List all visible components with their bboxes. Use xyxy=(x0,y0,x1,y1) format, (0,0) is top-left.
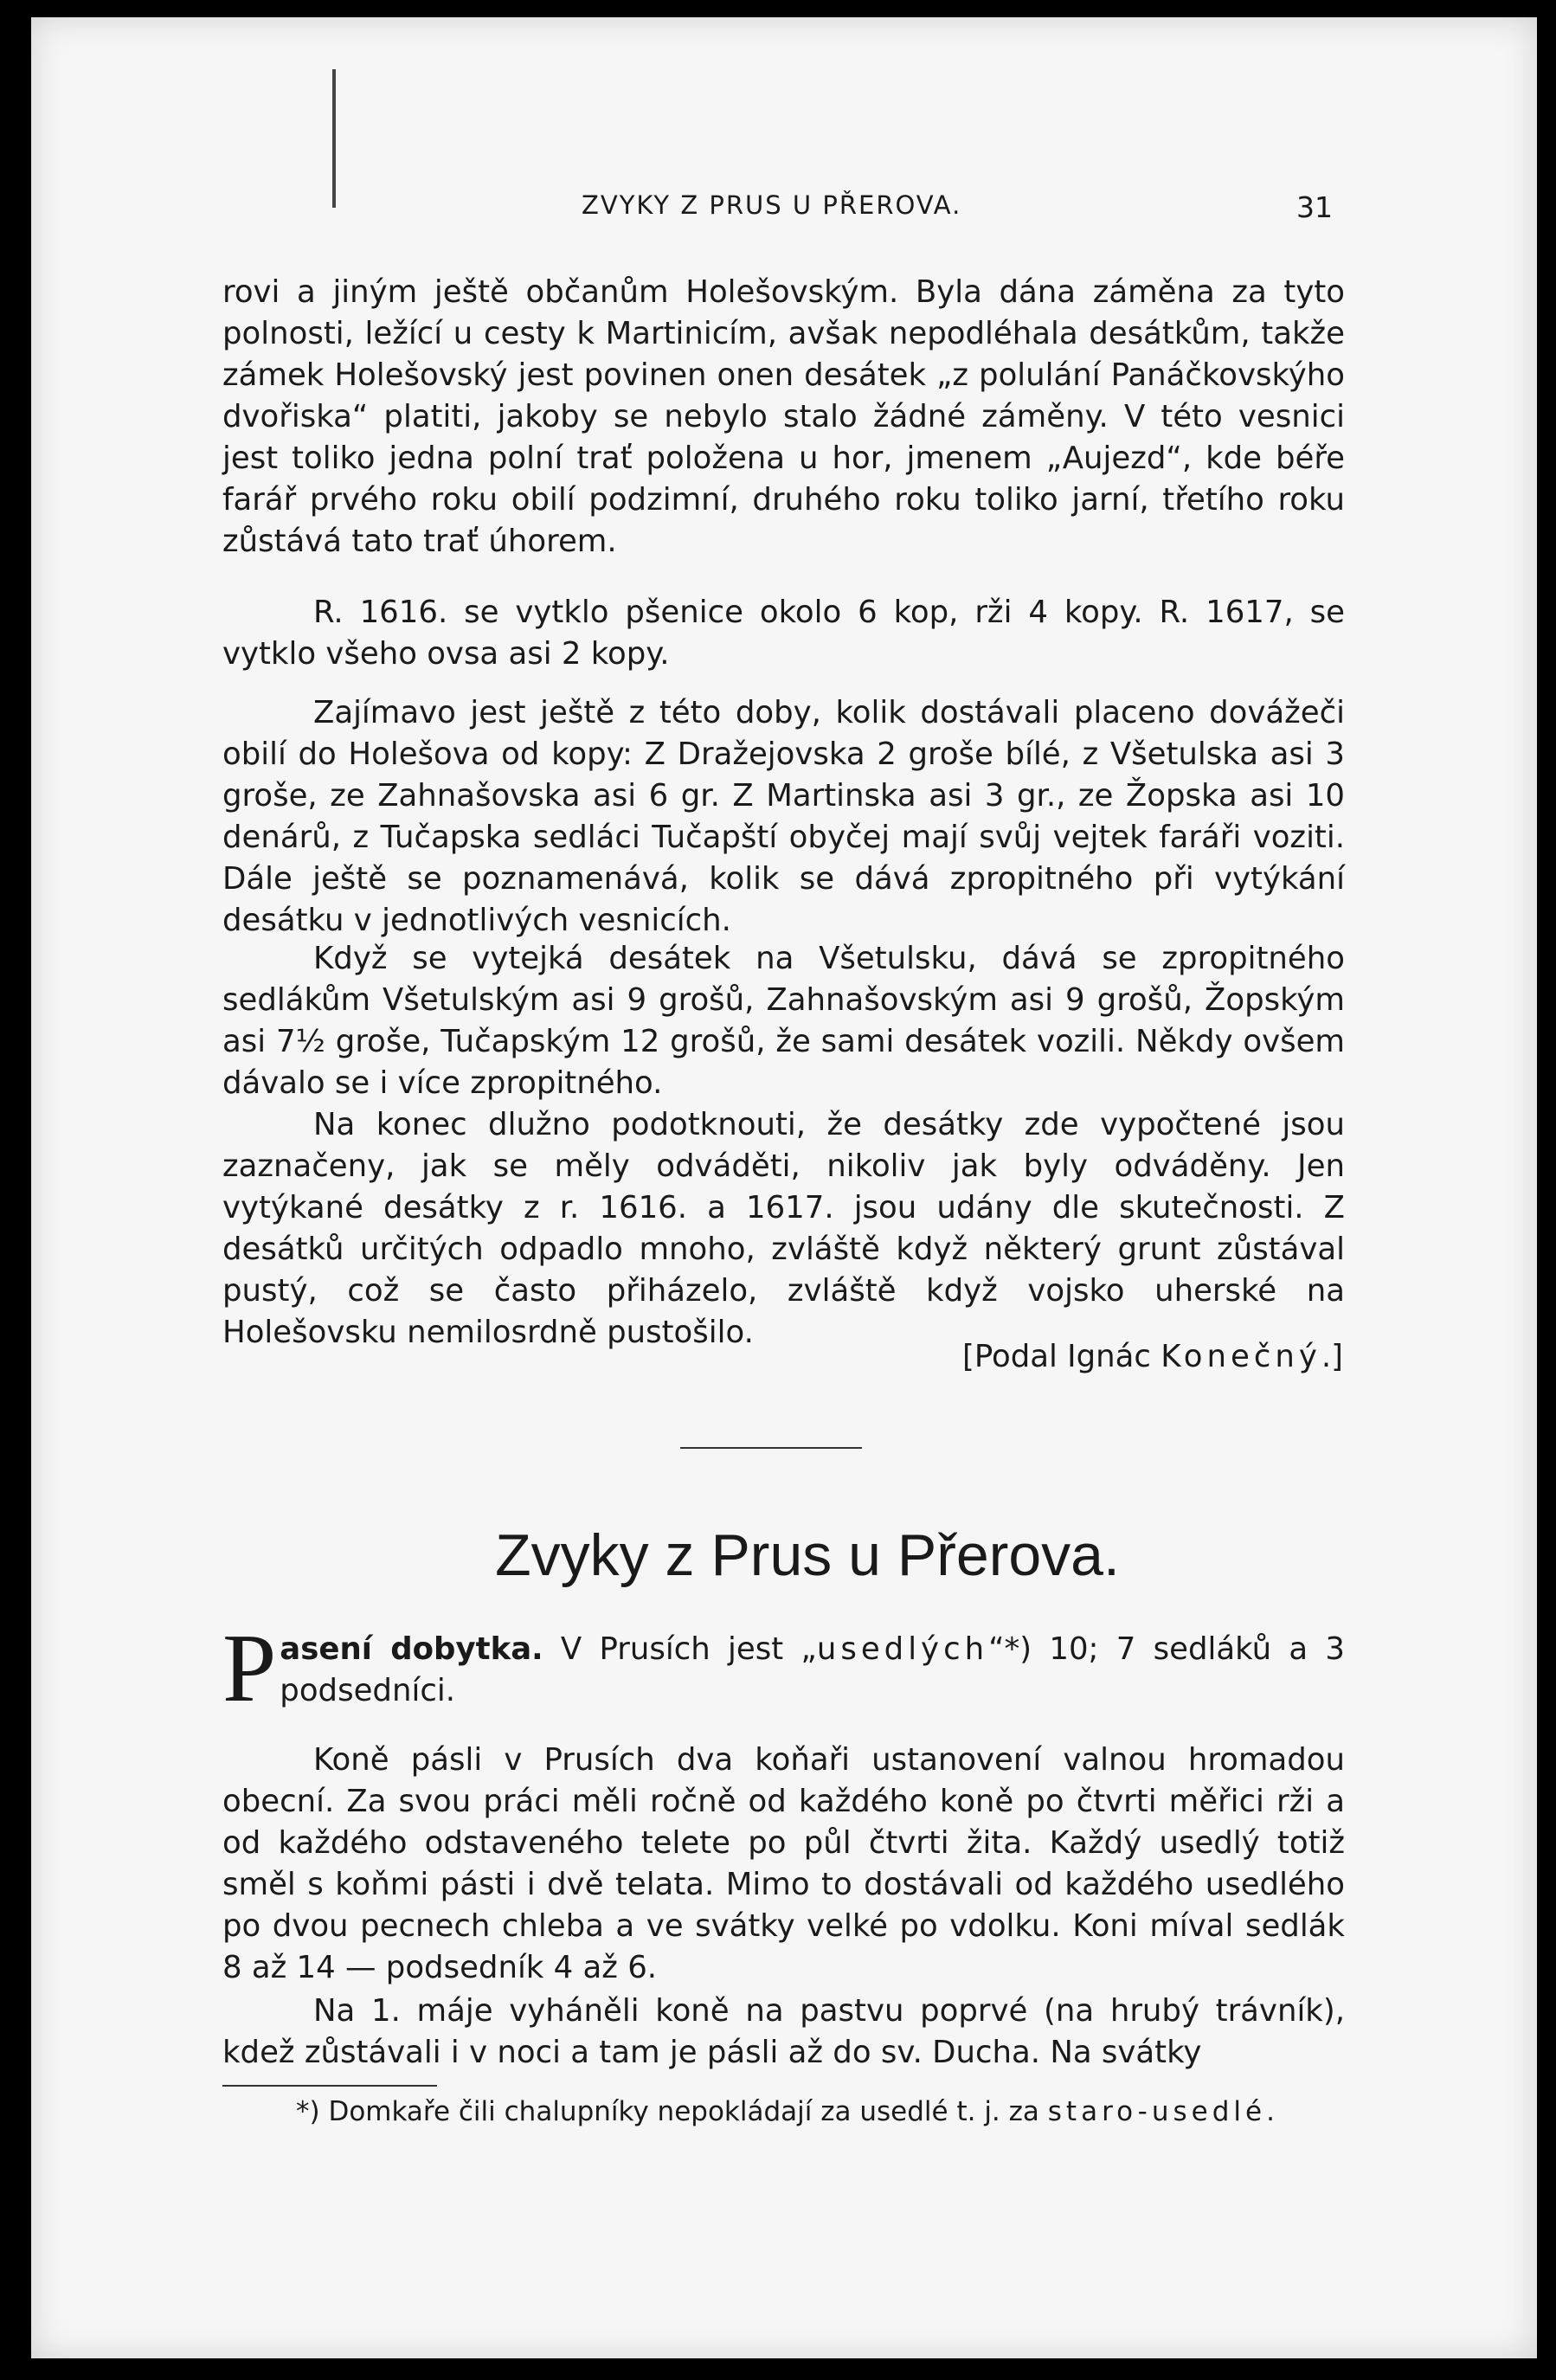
section-paragraph-2 xyxy=(222,1740,1345,1989)
paragraph-text: Na 1. máje vyháněli koně na pastvu poprvé (na hrubý trávník), kdež zůstávali i v noci a tam je pásli až do sv. Ducha. Na svátky xyxy=(222,1993,1345,2070)
section-separator xyxy=(680,1447,862,1449)
paragraph-text: “*) 10; 7 sedláků a 3 podsedníci. xyxy=(280,1631,1346,1708)
signature-prefix: [Podal Ignác xyxy=(962,1339,1161,1374)
footnote-rule xyxy=(222,2085,437,2087)
footnote xyxy=(222,2094,1345,2129)
page-number: 31 xyxy=(1296,190,1333,224)
section-paragraph-1 xyxy=(222,1615,1346,1722)
spaced-term: usedlých xyxy=(816,1631,989,1667)
drop-cap: P xyxy=(222,1615,277,1722)
paragraph-text: Na konec dlužno podotknouti, že desátky zde vypočtené jsou zaznačeny, jak se měly odváděti, nikoliv jak byly odváděny. Jen vytýkané desátky z r. 1616. a 1617. jsou udány dle skutečnosti. Z desátků určitých odpadlo mnoho, zvláště když některý grunt zůstával pustý, což se často přiházelo, zvláště když vojsko uherské na Holešovsku nemilosrdně pustošilo. xyxy=(222,1107,1345,1350)
page-header xyxy=(31,190,1537,225)
paragraph-1 xyxy=(222,272,1345,563)
running-head: ZVYKY Z PRUS U PŘEROVA. xyxy=(582,190,962,220)
paragraph-text: rovi a jiným ještě občanům Holešovským. Byla dána záměna za tyto polnosti, ležící u cesty k Martinicím, avšak nepodléhala desátkům, takže zámek Holešovský jest povinen onen desátek „z polulání Panáčkovskýho dvořiska“ platiti, jakoby se nebylo stalo žádné záměny. V této vesnici jest toliko jedna polní trať položena u hor, jmenem „Aujezd“, kde béře farář prvého roku obilí podzimní, druhého roku toliko jarní, třetího roku zůstává tato trať úhorem. xyxy=(222,274,1345,559)
signature-name: Konečný xyxy=(1161,1339,1321,1374)
lead-heading: asení dobytka. xyxy=(280,1631,543,1667)
signature-suffix: .] xyxy=(1321,1339,1343,1374)
footnote-spaced-term: staro-usedlé xyxy=(1047,2096,1267,2127)
paragraph-4 xyxy=(222,938,1345,1104)
footnote-marker: *) xyxy=(296,2096,320,2127)
footnote-end: . xyxy=(1266,2096,1275,2127)
paragraph-3 xyxy=(222,692,1345,942)
paragraph-5 xyxy=(222,1104,1345,1354)
book-page xyxy=(31,17,1537,2358)
author-signature xyxy=(962,1339,1343,1374)
paragraph-text: V Prusích jest „ xyxy=(543,1631,817,1667)
paragraph-text: Zajímavo jest ještě z této doby, kolik dostávali placeno dovážeči obilí do Holešova od kopy: Z Dražejovska 2 groše bílé, z Všetulska asi 3 groše, ze Zahnašovska asi 6 gr. Z Martinska asi 3 gr., ze Žopska asi 10 denárů, z Tučapska sedláci Tučapští obyčej mají svůj vejtek faráři voziti. Dále ještě se poznamenává, kolik se dává zpropitného při vytýkání desátku v jednotlivých vesnicích. xyxy=(222,695,1345,938)
section-paragraph-3 xyxy=(222,1991,1345,2074)
paragraph-2 xyxy=(222,592,1345,675)
binding-mark xyxy=(332,69,336,208)
paragraph-text: Když se vytejká desátek na Všetulsku, dává se zpropitného sedlákům Všetulským asi 9 grošů, Zahnašovským asi 9 grošů, Žopským asi 7½ groše, Tučapským 12 grošů, že sami desátek vozili. Někdy ovšem dávalo se i více zpropitného. xyxy=(222,941,1345,1101)
paragraph-text: R. 1616. se vytklo pšenice okolo 6 kop, rži 4 kopy. R. 1617, se vytklo všeho ovsa asi 2 kopy. xyxy=(222,595,1345,672)
section-title xyxy=(31,1521,1537,1589)
section-title-text: Zvyky z Prus u Přerova. xyxy=(495,1522,1120,1588)
paragraph-text: Koně pásli v Prusích dva koňaři ustanovení valnou hromadou obecní. Za svou práci měli ročně od každého koně po čtvrti měřici rži a od každého odstaveného telete po půl čtvrti žita. Každý usedlý totiž směl s koňmi pásti i dvě telata. Mimo to dostávali od každého usedlého po dvou pecnech chleba a ve svátky velké po vdolku. Koni míval sedlák 8 až 14 — podsedník 4 až 6. xyxy=(222,1742,1345,1985)
footnote-text: Domkaře čili chalupníky nepokládají za usedlé t. j. za xyxy=(319,2096,1048,2127)
